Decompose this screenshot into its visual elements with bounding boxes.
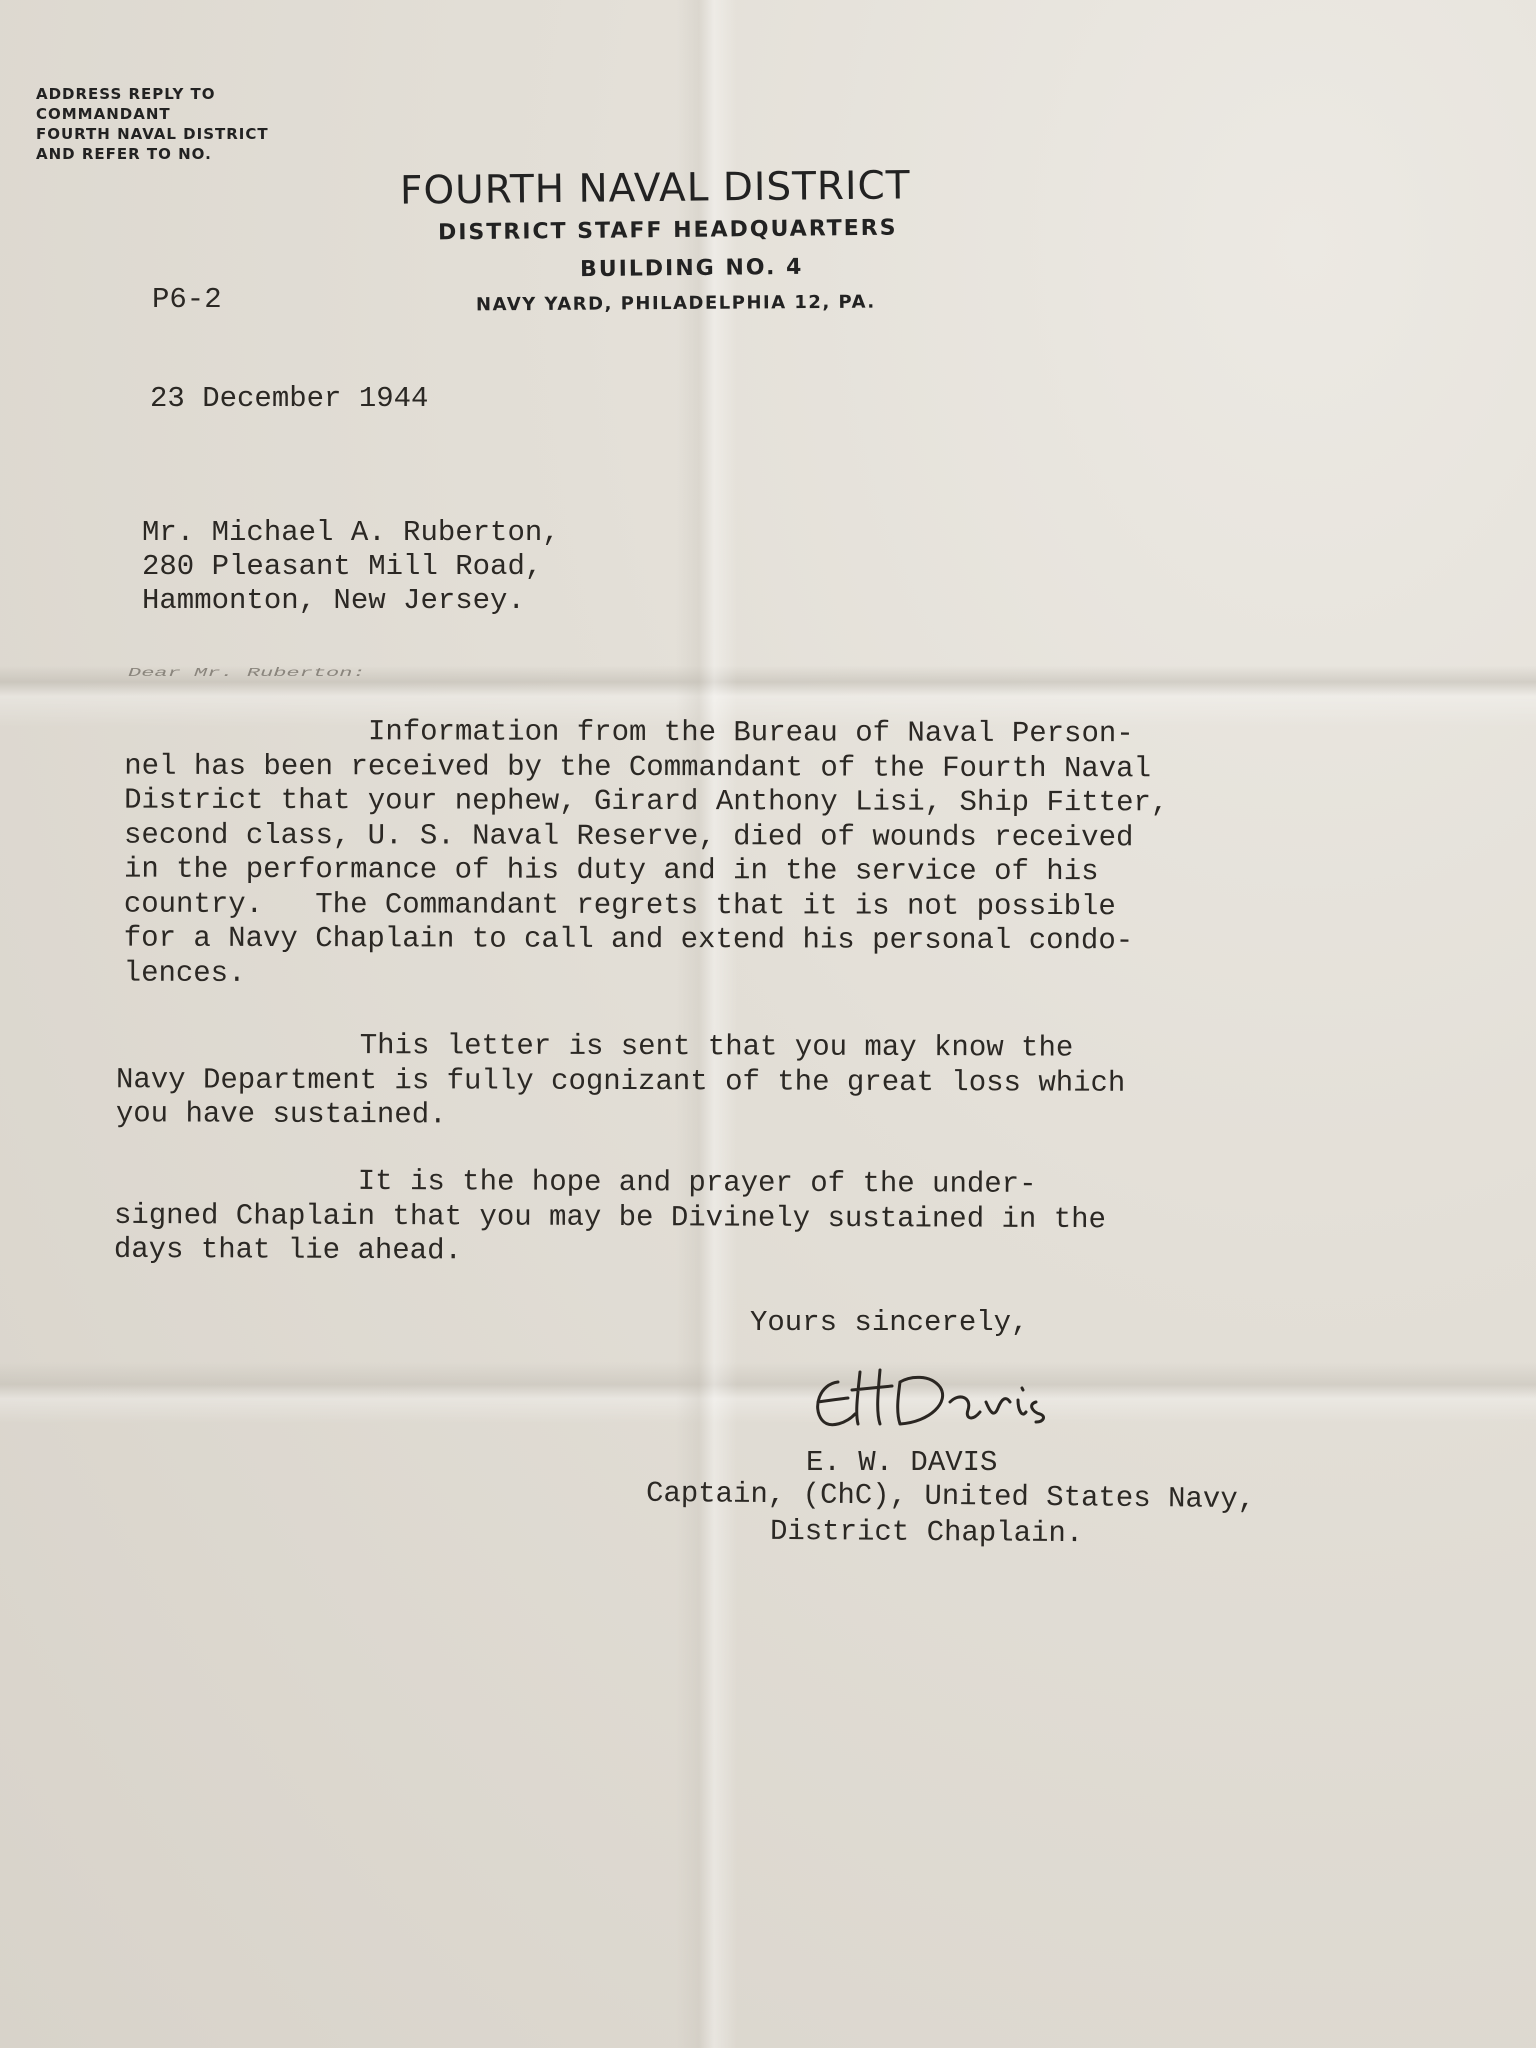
- signer-role: District Chaplain.: [769, 1514, 1084, 1551]
- letter-date: 23 December 1944: [150, 382, 429, 415]
- signer-name: E. W. DAVIS: [806, 1446, 998, 1479]
- body-paragraph-3: [114, 1164, 1106, 1272]
- closing: Yours sincerely,: [750, 1306, 1029, 1339]
- para-2-line: This letter is sent that you may know the: [116, 1028, 1074, 1065]
- para-1-line: country. The Commandant regrets that it is not possible: [123, 887, 1116, 923]
- signer-title: Captain, (ChC), United States Navy,: [645, 1476, 1256, 1517]
- body-paragraph-2: [116, 1028, 1126, 1135]
- body-paragraph-1: [124, 715, 1169, 994]
- reply-line-1: ADDRESS REPLY TO: [36, 85, 216, 103]
- para-1-line: in the performance of his duty and in the service of his: [123, 852, 1099, 889]
- recipient-street: 280 Pleasant Mill Road,: [142, 550, 543, 583]
- para-1-line: second class, U. S. Naval Reserve, died of wounds received: [124, 818, 1134, 854]
- recipient-city: Hammonton, New Jersey.: [142, 584, 525, 617]
- para-2-line: you have sustained.: [115, 1097, 447, 1132]
- letterhead-subtitle: DISTRICT STAFF HEADQUARTERS: [437, 215, 898, 246]
- reply-line-3: FOURTH NAVAL DISTRICT: [36, 125, 269, 143]
- para-1-line: District that your nephew, Girard Anthony Lisi, Ship Fitter,: [124, 783, 1169, 820]
- para-1-line: Information from the Bureau of Naval Person-: [124, 714, 1134, 751]
- para-2-line: Navy Department is fully cognizant of the great loss which: [115, 1062, 1126, 1100]
- letterhead-address: NAVY YARD, PHILADELPHIA 12, PA.: [475, 291, 876, 316]
- reply-line-4: AND REFER TO NO.: [36, 145, 212, 163]
- para-1-line: lences.: [123, 956, 246, 990]
- letterhead-building: BUILDING NO. 4: [579, 254, 804, 283]
- salutation: Dear Mr. Ruberton:: [128, 666, 366, 680]
- reference-number: P6-2: [152, 283, 222, 316]
- signature: [800, 1352, 1100, 1442]
- para-3-line: days that lie ahead.: [113, 1232, 462, 1268]
- reply-instructions: [36, 84, 269, 164]
- para-3-line: signed Chaplain that you may be Divinely sustained in the: [113, 1198, 1107, 1236]
- reply-line-2: COMMANDANT: [36, 105, 171, 123]
- para-3-line: It is the hope and prayer of the under-: [114, 1163, 1037, 1201]
- letterhead-title: FOURTH NAVAL DISTRICT: [399, 163, 911, 214]
- para-1-line: nel has been received by the Commandant of the Fourth Naval: [124, 749, 1152, 785]
- recipient-name: Mr. Michael A. Ruberton,: [142, 516, 560, 549]
- para-1-line: for a Navy Chaplain to call and extend his personal condo-: [123, 921, 1134, 958]
